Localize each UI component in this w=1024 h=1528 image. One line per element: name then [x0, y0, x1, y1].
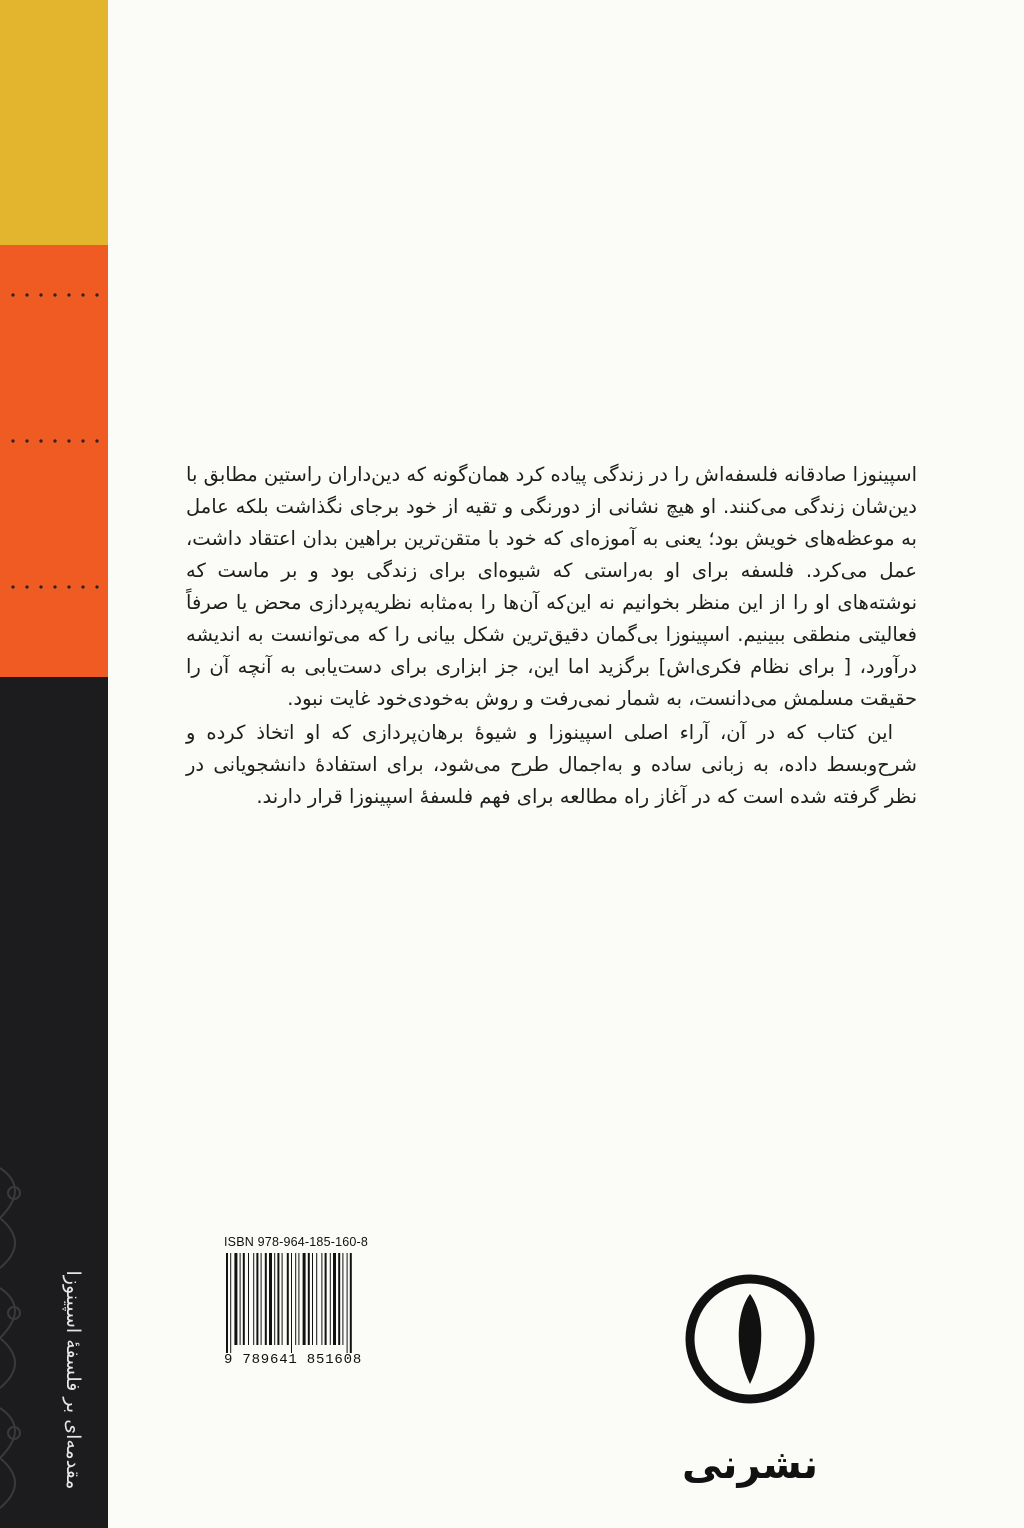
book-spine-edge	[0, 0, 108, 1528]
barcode-bar	[312, 1253, 313, 1345]
spine-orange-band	[0, 245, 108, 677]
barcode-bar	[325, 1253, 327, 1345]
spine-title-vertical	[60, 1270, 86, 1490]
barcode-bar	[342, 1253, 343, 1345]
barcode-bar	[308, 1253, 310, 1345]
blurb-paragraph-1: اسپینوزا صادقانه فلسفه‌اش را در زندگی پیاده کرد همان‌گونه که دین‌داران راستین مطابق با دین‌شان زندگی می‌کنند. او هیچ نشانی از دورنگی و تقیه از خود برجای نگذاشت بلکه عامل به موعظه‌های خویش بود؛ یعنی به آموزه‌ای که خود با متقن‌ترین براهین بدان اعتقاد داشت، عمل می‌کرد. فلسفه برای او به‌راستی که شیوه‌ای برای زندگی بود و بر ماست که نوشته‌های او را از این منظر بخوانیم نه این‌که آن‌ها را به‌مثابه نظریه‌پردازی محض یا صرفاً فعالیتی منطقی ببینیم. اسپینوزا بی‌گمان دقیق‌ترین شکل بیانی را که می‌توانست به اندیشه درآورد، [ برای نظام فکری‌اش] برگزید اما این، جز ابزاری برای دست‌یابی به آنچه آن را حقیقت مسلمش می‌دانست، به شمار نمی‌رفت و روش به‌خودی‌خود غایت نبود.	[186, 463, 917, 710]
spine-title-text: مقدمه‌ای بر فلسفهٔ اسپینوزا	[62, 1270, 84, 1490]
barcode-bar	[269, 1253, 272, 1345]
barcode-bar	[243, 1253, 245, 1345]
barcode-bar	[347, 1253, 348, 1353]
back-cover-blurb	[186, 459, 917, 813]
barcode-bar	[226, 1253, 228, 1353]
barcode-bar	[295, 1253, 296, 1345]
ornament-pattern	[0, 1148, 40, 1528]
barcode-bar	[298, 1253, 299, 1345]
barcode-bar	[330, 1253, 331, 1345]
barcode-bar	[291, 1253, 292, 1353]
barcode-bar	[316, 1253, 317, 1345]
barcode-bar	[240, 1253, 241, 1345]
barcode-bar	[282, 1253, 283, 1345]
dotted-rule	[6, 585, 104, 589]
barcode-bar	[321, 1253, 322, 1345]
barcode-bar	[256, 1253, 258, 1345]
isbn-barcode-block	[224, 1235, 392, 1375]
blurb-paragraph-2: این کتاب که در آن، آراء اصلی اسپینوزا و شیوهٔ برهان‌پردازی که او اتخاذ کرده و شرح‌وبسط داده، به زبانی ساده و به‌اجمال طرح می‌شود، برای استفادهٔ دانشجویانی در نظر گرفته شده است که در آغاز راه مطالعه برای فهم فلسفهٔ اسپینوزا قرار دارند.	[186, 721, 917, 808]
barcode-bar	[248, 1253, 249, 1345]
barcode-bar	[234, 1253, 237, 1345]
barcode-bar	[350, 1253, 352, 1353]
barcode-bar	[261, 1253, 262, 1345]
barcode-bar	[277, 1253, 279, 1345]
publisher-name: نشرنی	[681, 1442, 819, 1488]
barcode-bar	[230, 1253, 231, 1353]
isbn-label: ISBN 978-964-185-160-8	[224, 1235, 369, 1249]
dotted-rule	[6, 439, 104, 443]
barcode-bar	[338, 1253, 340, 1345]
publisher-logo-icon	[680, 1244, 820, 1434]
barcode-bar	[333, 1253, 336, 1345]
isbn-number: 9 789641 851608	[224, 1352, 363, 1368]
spine-yellow-band	[0, 0, 108, 245]
barcode-icon	[224, 1253, 392, 1353]
barcode-bar	[253, 1253, 254, 1345]
dotted-rule	[6, 293, 104, 297]
barcode-bar	[303, 1253, 306, 1345]
barcode-bar	[287, 1253, 289, 1345]
barcode-bar	[274, 1253, 275, 1345]
barcode-bar	[265, 1253, 267, 1345]
